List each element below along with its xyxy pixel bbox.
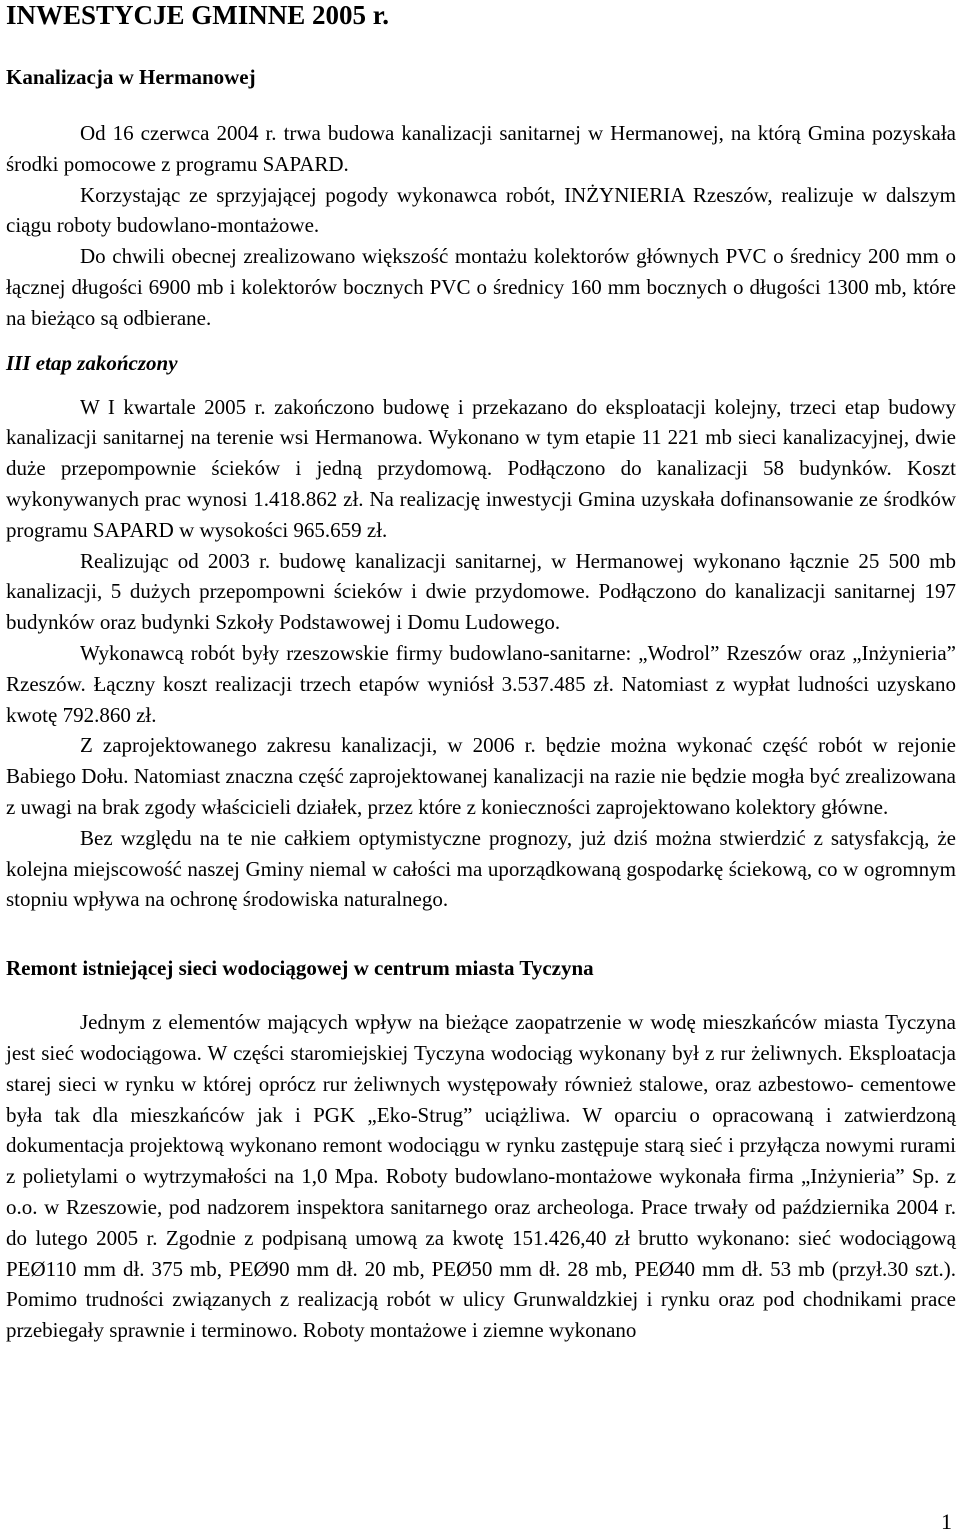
paragraph: Z zaprojektowanego zakresu kanalizacji, w 2006 r. będzie można wykonać część robót w rejonie Babiego Dołu. Natomiast znaczna część zaprojektowanej kanalizacji na razie nie będzie mogła być zrealizowana z uwagi na brak zgody właścicieli działek, przez które z konieczności zaprojektowano kolektory główne. [6, 733, 956, 819]
page-title: INWESTYCJE GMINNE 2005 r. [6, 0, 390, 30]
paragraph: Bez względu na te nie całkiem optymistyczne prognozy, już dziś można stwierdzić z satysfakcją, że kolejna miejscowość naszej Gminy niemal w całości ma uporządkowaną gospodarkę ściekową, co w ogromnym stopniu wpływa na ochronę środowiska naturalnego. [6, 825, 956, 912]
paragraph: Od 16 czerwca 2004 r. trwa budowa kanalizacji sanitarnej w Hermanowej, na którą Gmina pozyskała środki pomocowe z programu SAPARD. [6, 121, 956, 176]
paragraph: Do chwili obecnej zrealizowano większość montażu kolektorów głównych PVC o średnicy 200 mm o łącznej długości 6900 mb i kolektorów bocznych PVC o średnicy 160 mm bocznych o długości 1300 mb, które na bieżąco są odbierane. [6, 244, 956, 330]
paragraph: Realizując od 2003 r. budowę kanalizacji sanitarnej, w Hermanowej wykonano łącznie 25 500 mb kanalizacji, 5 dużych przepompowni ścieków i dwie przydomowe. Podłączono do kanalizacji sanitarnej 197 budynków oraz budynki Szkoły Podstawowej i Domu Ludowego. [6, 548, 956, 635]
section-heading-sewage: Kanalizacja w Hermanowej [6, 65, 256, 89]
paragraph: Wykonawcą robót były rzeszowskie firmy budowlano-sanitarne: „Wodrol” Rzeszów oraz „Inżynieria” Rzeszów. Łączny koszt realizacji trzech etapów wyniósł 3.537.485 zł. Natomiast z wypłat ludności uzyskano kwotę 792.860 zł. [6, 640, 956, 727]
paragraph: Korzystając ze sprzyjającej pogody wykonawca robót, INŻYNIERIA Rzeszów, realizuje w dalszym ciągu roboty budowlano-montażowe. [6, 182, 956, 238]
subsection-heading-stage3: III etap zakończony [6, 350, 178, 375]
paragraph: Jednym z elementów mających wpływ na bieżące zaopatrzenie w wodę mieszkańców miasta Tyczyna jest sieć wodociągowa. W części staromiejskiej Tyczyna wodociąg wykonany był z rur żeliwnych. Eksploatacja starej sieci w rynku w której oprócz rur żeliwnych występowały również stalowe, oraz azbestowo- cementowe była tak dla mieszkańców jak i PGK „Eko-Strug” uciążliwa. W oparciu o opracowaną i zatwierdzoną dokumentacja projektową wykonano remont wodociągu w rynku zastępuje starą sieć i przyłącza nowymi rurami z polietylami o wytrzymałości na 1,0 Mpa. Roboty budowlano-montażowe wykonała firma „Inżynieria” Sp. z o.o. w Rzeszowie, pod nadzorem inspektora sanitarnego oraz archeologa. Prace trwały od października 2004 r. do lutego 2005 r. Zgodnie z podpisaną umową za kwotę 151.426,40 zł brutto wykonano: sieć wodociągową PEØ110 mm dł. 375 mb, PEØ90 mm dł. 20 mb, PEØ50 mm dł. 28 mb, PEØ40 mm dł. 53 mb (przył.30 szt.). Pomimo trudności związanych z realizacją robót w ulicy Grunwaldzkiej i rynku oraz pod chodnikami prace przebiegały sprawnie i terminowo. Roboty montażowe i ziemne wykonano [6, 1010, 956, 1343]
page-number: 1 [941, 1509, 952, 1534]
document-page [6, 0, 956, 1346]
section-heading-water-network: Remont istniejącej sieci wodociągowej w centrum miasta Tyczyna [6, 956, 594, 981]
paragraph: W I kwartale 2005 r. zakończono budowę i przekazano do eksploatacji kolejny, trzeci etap budowy kanalizacji sanitarnej na terenie wsi Hermanowa. Wykonano w tym etapie 11 221 mb sieci kanalizacyjnej, dwie duże przepompownie ścieków i jedną przydomową. Podłączono do kanalizacji 58 budynków. Koszt wykonywanych prac wynosi 1.418.862 zł. Na realizację inwestycji Gmina uzyskała dofinansowanie ze środków programu SAPARD w wysokości 965.659 zł. [6, 394, 956, 542]
